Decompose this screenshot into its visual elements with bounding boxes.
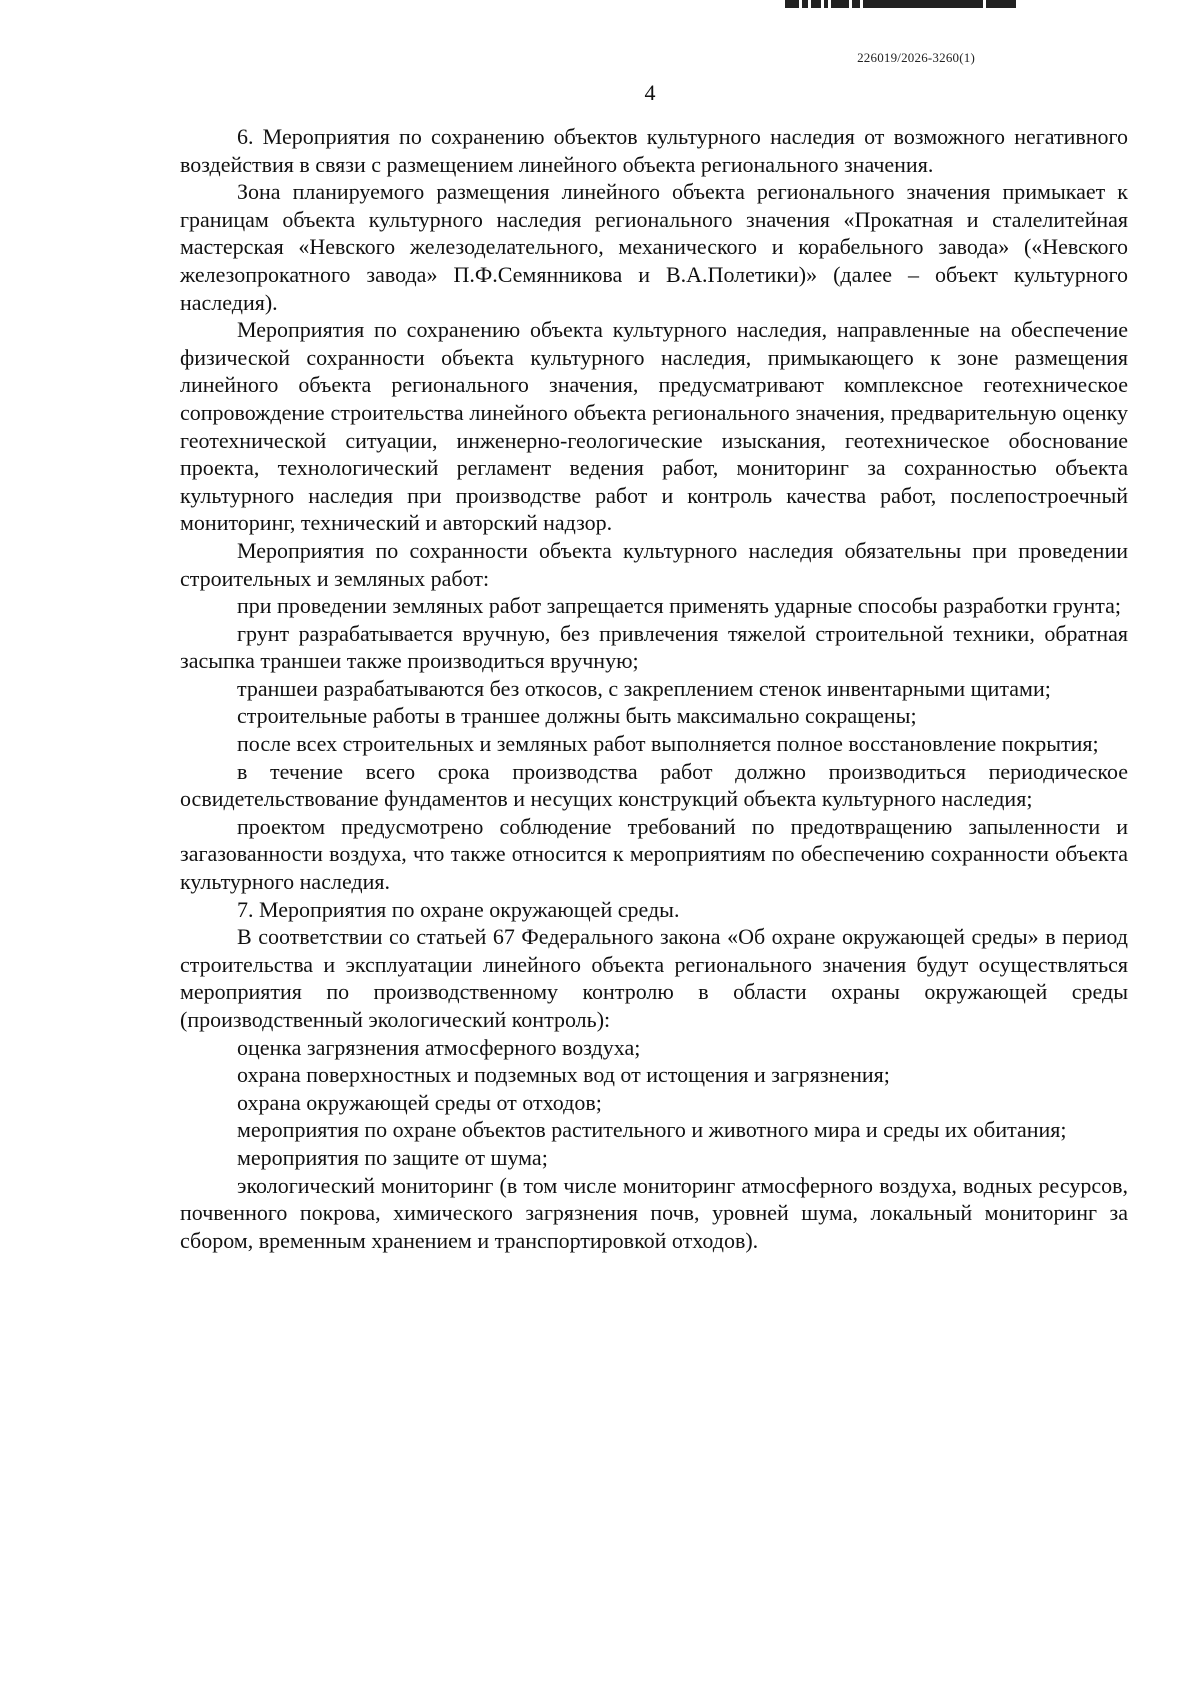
list-item: траншеи разрабатываются без откосов, с закреплением стенок инвентарными щитами;	[237, 675, 1051, 701]
barcode-bar	[863, 0, 983, 8]
paragraph-preservation-measures: Мероприятия по сохранению объекта культурного наследия, направленные на обеспечение физической сохранности объекта культурного наследия, примыкающего к зоне размещения линейного объекта регионального значения, предусматривают комплексное геотехническое сопровождение строительства линейного объекта регионального значения, предварительную оценку геотехнической ситуации, инженерно-геологические изыскания, геотехническое обоснование проекта, технологический регламент ведения работ, мониторинг за сохранностью объекта культурного наследия при производстве работ и контроль качества работ, послепостроечный мониторинг, технический и авторский надзор.	[180, 317, 1128, 536]
list-item: оценка загрязнения атмосферного воздуха;	[237, 1034, 641, 1060]
document-registration-number: 226019/2026-3260(1)	[857, 50, 975, 65]
list-item: в течение всего срока производства работ должно производиться периодическое освидетельствование фундаментов и несущих конструкций объекта культурного наследия;	[180, 758, 1128, 812]
document-body	[180, 123, 1128, 1254]
list-item: проектом предусмотрено соблюдение требований по предотвращению запыленности и загазованности воздуха, что также относится к мероприятиям по обеспечению сохранности объекта культурного наследия.	[180, 813, 1128, 895]
barcode-bar	[785, 0, 799, 8]
list-item: мероприятия по защите от шума;	[237, 1144, 548, 1170]
page-number: 4	[644, 80, 656, 105]
barcode-bar	[852, 0, 860, 8]
paragraph-zone-description: Зона планируемого размещения линейного объекта регионального значения примыкает к границам объекта культурного наследия регионального значения «Прокатная и сталелитейная мастерская «Невского железоделательного, механического и корабельного завода» («Невского железопрокатного завода» П.Ф.Семянникова и В.А.Полетики)» (далее – объект культурного наследия).	[180, 179, 1128, 315]
list-item: грунт разрабатывается вручную, без привлечения тяжелой строительной техники, обратная засыпка траншеи также производиться вручную;	[180, 620, 1128, 674]
list-item: после всех строительных и земляных работ выполняется полное восстановление покрытия;	[237, 731, 1099, 757]
paragraph-section-7-heading: 7. Мероприятия по охране окружающей среды.	[237, 896, 680, 922]
barcode-strip	[785, 0, 1120, 8]
list-item: при проведении земляных работ запрещается применять ударные способы разработки грунта;	[237, 593, 1122, 619]
list-item: охрана окружающей среды от отходов;	[237, 1089, 602, 1115]
paragraph-section-6-heading: 6. Мероприятия по сохранению объектов культурного наследия от возможного негативного воздействия в связи с размещением линейного объекта регионального значения.	[180, 124, 1128, 177]
barcode-bar	[986, 0, 1016, 8]
list-item: охрана поверхностных и подземных вод от истощения и загрязнения;	[237, 1062, 890, 1088]
barcode-bar	[802, 0, 808, 8]
barcode-bar	[824, 0, 828, 8]
list-item: экологический мониторинг (в том числе мониторинг атмосферного воздуха, водных ресурсов, почвенного покрова, химического загрязнения почв, уровней шума, локальный мониторинг за сбором, временным хранением и транспортировкой отходов).	[180, 1172, 1128, 1253]
paragraph-mandatory-measures: Мероприятия по сохранности объекта культурного наследия обязательны при проведении строительных и земляных работ:	[180, 537, 1128, 591]
paragraph-environmental-control: В соответствии со статьей 67 Федерального закона «Об охране окружающей среды» в период строительства и эксплуатации линейного объекта регионального значения будут осуществляться мероприятия по производственному контролю в области охраны окружающей среды (производственный экологический контроль):	[180, 924, 1128, 1032]
barcode-bar	[811, 0, 821, 8]
list-item: мероприятия по охране объектов растительного и животного мира и среды их обитания;	[237, 1117, 1067, 1143]
barcode-bar	[831, 0, 849, 8]
list-item: строительные работы в траншее должны быть максимально сокращены;	[237, 703, 917, 729]
